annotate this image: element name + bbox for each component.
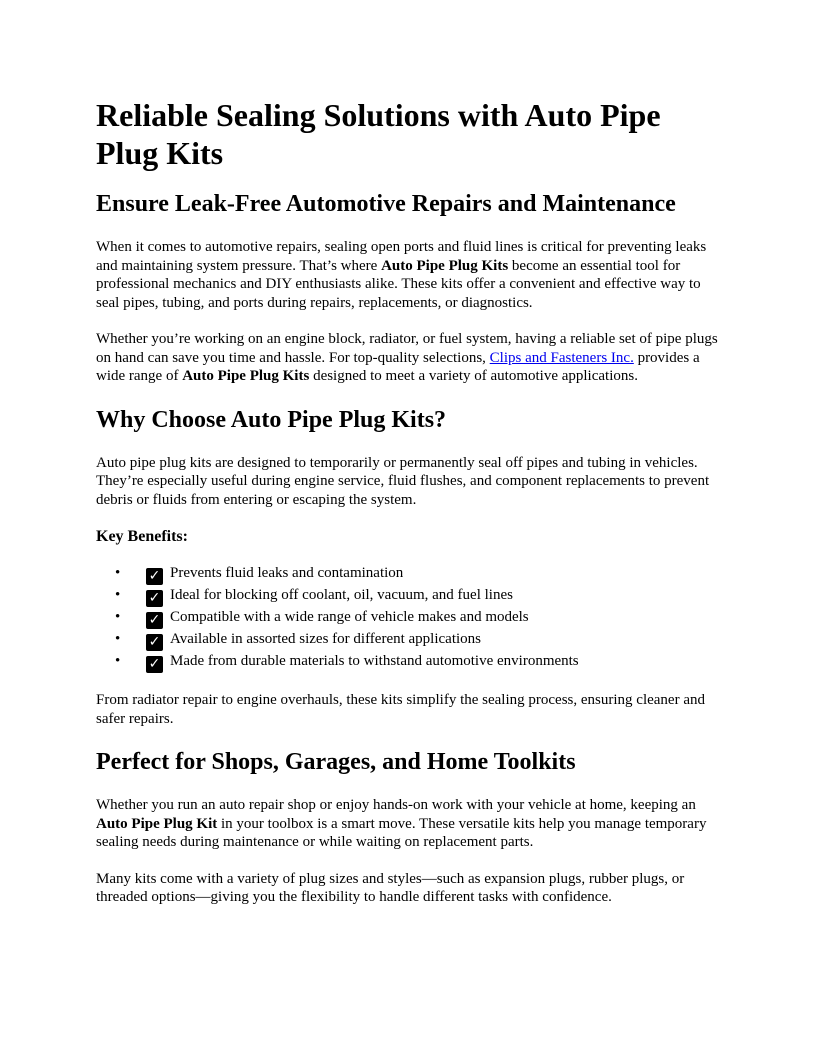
clips-and-fasteners-link[interactable]: Clips and Fasteners Inc. xyxy=(489,349,634,366)
bold-text: Auto Pipe Plug Kits xyxy=(381,257,509,274)
bullet-icon: • xyxy=(115,631,121,647)
checkbox-checked-icon: ✓ xyxy=(146,656,163,673)
key-benefits-heading: Key Benefits: xyxy=(96,528,188,545)
checkbox-checked-icon: ✓ xyxy=(146,568,163,585)
paragraph-plug-styles: Many kits come with a variety of plug sizes and styles—such as expansion plugs, rubber plugs, or threaded options—giving you the flexibility to handle different tasks with confidence. xyxy=(96,870,685,905)
bold-text: Auto Pipe Plug Kit xyxy=(96,815,218,832)
text-run: designed to meet a variety of automotive applications. xyxy=(309,368,638,384)
bullet-icon: • xyxy=(115,565,121,581)
section-heading-why-choose: Why Choose Auto Pipe Plug Kits? xyxy=(96,406,447,433)
text-run: provides a wide range of xyxy=(96,349,700,384)
paragraph-intro xyxy=(96,238,720,312)
paragraph-why-closing: From radiator repair to engine overhauls, these kits simplify the sealing process, ensuring cleaner and safer repairs. xyxy=(96,692,705,727)
bullet-icon: • xyxy=(115,653,121,669)
text-run: in your toolbox is a smart move. These versatile kits help you manage temporary sealing needs during maintenance or while waiting on replacement parts. xyxy=(96,815,707,850)
text-run: When it comes to automotive repairs, sealing open ports and fluid lines is critical for preventing leaks and maintaining system pressure. That’s where xyxy=(96,239,707,274)
benefit-text: Available in assorted sizes for different applications xyxy=(170,631,482,647)
text-run: Whether you run an auto repair shop or enjoy hands-on work with your vehicle at home, keeping an xyxy=(96,797,696,813)
benefit-text: Ideal for blocking off coolant, oil, vacuum, and fuel lines xyxy=(170,587,513,603)
benefit-text: Prevents fluid leaks and contamination xyxy=(170,565,404,581)
text-run: become an essential tool for professional mechanics and DIY enthusiasts alike. These kits offer a convenient and effective way to seal pipes, tubing, and ports during repairs, replacements, or diagnostics. xyxy=(96,257,701,311)
bullet-icon: • xyxy=(115,587,121,603)
document-page xyxy=(96,96,720,907)
checkbox-checked-icon: ✓ xyxy=(146,634,163,651)
paragraph-why-intro: Auto pipe plug kits are designed to temporarily or permanently seal off pipes and tubing in vehicles. They’re especially useful during engine service, fluid flushes, and component replacements to prevent debris or fluids from entering or escaping the system. xyxy=(96,454,710,508)
list-item xyxy=(96,607,720,629)
text-run: Whether you’re working on an engine block, radiator, or fuel system, having a reliable set of pipe plugs on hand can save you time and hassle. For top-quality selections, xyxy=(96,331,718,366)
section-heading-shops-garages: Perfect for Shops, Garages, and Home Toolkits xyxy=(96,749,576,775)
checkbox-checked-icon: ✓ xyxy=(146,590,163,607)
list-item xyxy=(96,651,720,673)
paragraph-toolbox xyxy=(96,796,720,852)
benefit-text: Compatible with a wide range of vehicle makes and models xyxy=(170,609,529,625)
bullet-icon: • xyxy=(115,609,121,625)
page-title: Reliable Sealing Solutions with Auto Pipe Plug Kits xyxy=(96,97,661,171)
checkbox-checked-icon: ✓ xyxy=(146,612,163,629)
benefit-text: Made from durable materials to withstand automotive environments xyxy=(170,653,579,669)
list-item xyxy=(96,585,720,607)
bold-text: Auto Pipe Plug Kits xyxy=(182,368,310,384)
section-heading-leak-free: Ensure Leak-Free Automotive Repairs and Maintenance xyxy=(96,191,676,217)
list-item xyxy=(96,563,720,585)
list-item xyxy=(96,629,720,651)
paragraph-supplier xyxy=(96,330,720,386)
benefits-list xyxy=(96,563,720,673)
